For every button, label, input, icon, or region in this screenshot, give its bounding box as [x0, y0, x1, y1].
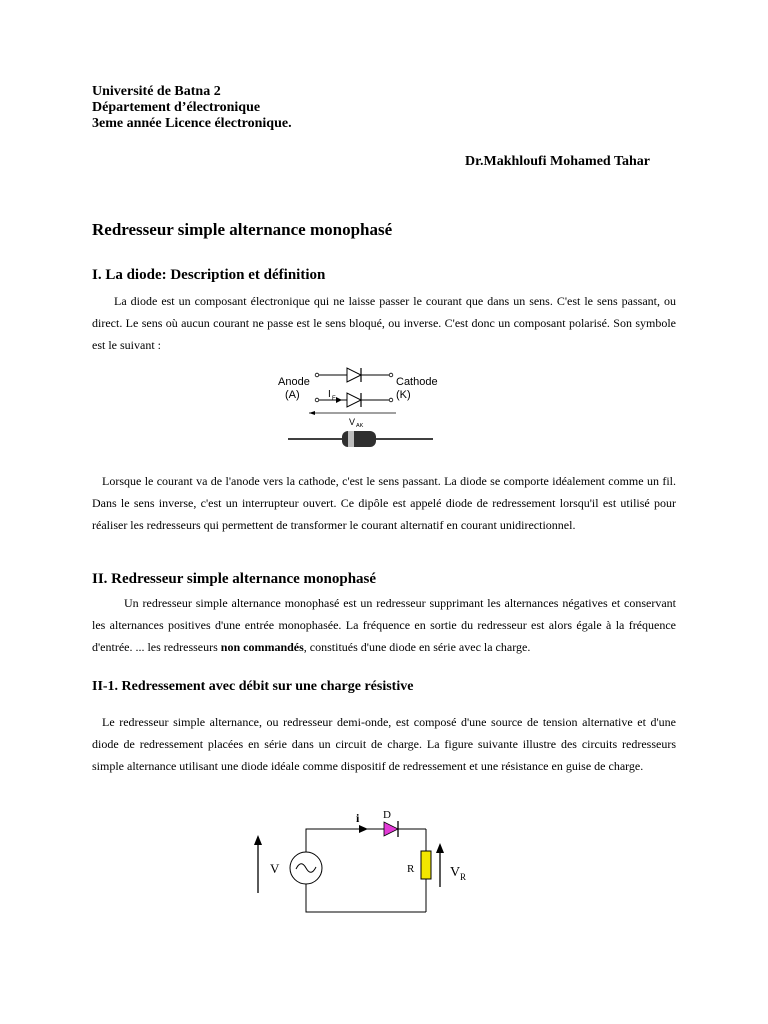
source-voltage-label: V — [270, 861, 280, 876]
anode-terminal-bottom — [315, 398, 319, 402]
cathode-terminal-top — [389, 373, 393, 377]
university-name: Université de Batna 2 — [92, 84, 221, 99]
forward-current-label: I — [328, 389, 331, 400]
document-title: Redresseur simple alternance monophasé — [92, 220, 393, 239]
anode-terminal-top — [315, 373, 319, 377]
diode-symbol-icon — [347, 368, 361, 382]
forward-current-subscript: F — [332, 396, 336, 402]
current-arrow-icon — [359, 825, 368, 833]
subsection-paragraph: Le redresseur simple alternance, ou redresseur demi-onde, est composé d'une source de tension alternative et d'une diode de redressement placées en série dans un circuit de charge. La figure suivante illustre des circuits redresseurs simple alternance utilisant une diode idéale comme dispositif de redressement et une résistance en guise de charge. — [92, 715, 676, 773]
voltage-label: V — [349, 417, 356, 427]
arrow-up-icon — [254, 835, 262, 845]
anode-label: Anode — [278, 376, 310, 388]
section-2-paragraph — [92, 592, 676, 658]
resistor-icon — [421, 851, 431, 879]
diode-symbol-figure — [270, 358, 450, 452]
voltage-subscript: AK — [356, 423, 364, 429]
course-level: 3eme année Licence électronique. — [92, 116, 292, 131]
department-name: Département d’électronique — [92, 100, 261, 115]
section-2-text-end: , constitués d'une diode en série avec la charge. — [303, 640, 531, 654]
document-header — [92, 84, 292, 132]
section-1-paragraph-2: Lorsque le courant va de l'anode vers la cathode, c'est le sens passant. La diode se comporte idéalement comme un fil. Dans le sens inverse, c'est un interrupteur ouvert. Ce dipôle est appelé diode de redressement lorsqu'il est utilisé pour réaliser les redresseurs qui permettent de transformer le courant alternatif en courant unidirectionnel. — [92, 474, 676, 532]
section-1-heading: I. La diode: Description et définition — [92, 267, 326, 283]
cathode-label: Cathode — [396, 376, 438, 388]
author-name: Dr.Makhloufi Mohamed Tahar — [464, 154, 650, 169]
subsection-heading: II-1. Redressement avec débit sur une charge résistive — [92, 679, 414, 694]
output-voltage-label: V — [450, 865, 461, 880]
resistor-label: R — [407, 863, 415, 875]
rectifier-circuit-figure — [240, 805, 480, 915]
section-1-paragraph-1: La diode est un composant électronique qui ne laisse passer le courant que dans un sens. C'est le sens passant, ou direct. Le sens où aucun courant ne passe est le sens bloqué, ou inverse. C'est donc un composant polarisé. Son symbole est le suivant : — [92, 294, 676, 352]
current-arrow-icon — [336, 397, 342, 403]
diode-body-icon — [342, 431, 376, 447]
arrow-up-icon — [436, 843, 444, 853]
output-voltage-subscript: R — [460, 872, 467, 882]
wire-bottom — [306, 884, 426, 912]
diode-icon — [384, 822, 398, 836]
section-2-heading: II. Redresseur simple alternance monophasé — [92, 571, 377, 587]
diode-symbol-icon — [347, 393, 361, 407]
cathode-terminal-bottom — [389, 398, 393, 402]
diode-label: D — [383, 809, 391, 821]
section-2-text: Un redresseur simple alternance monophasé est un redresseur supprimant les alternances négatives et conservant les alternances positives d'une entrée monophasée. La fréquence en sortie du redresseur est alors égale à la fréquence d'entrée. ... les redresseurs — [92, 596, 676, 654]
diode-cathode-band — [348, 431, 354, 447]
voltage-arrow-icon — [309, 411, 315, 415]
cathode-short-label: (K) — [396, 389, 411, 401]
wire-top-left — [306, 829, 384, 852]
current-label: i — [356, 811, 360, 825]
section-2-bold-text: non commandés — [220, 640, 304, 654]
anode-short-label: (A) — [285, 389, 300, 401]
